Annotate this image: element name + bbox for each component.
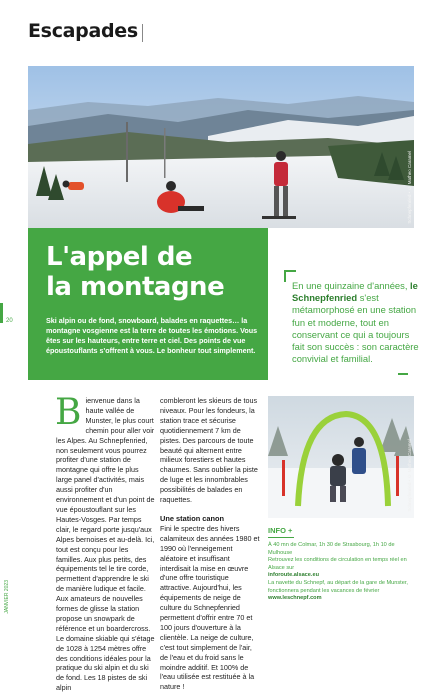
pull-quote [292, 280, 422, 365]
body-paragraph: ienvenue dans la haute vallée de Munster, le plus court chemin pour aller voir les Alpes. Au Schnepfenried, non seulement vous pourrez profiter d'une station de montagne qui offre le plus large panel d'activités, mais aussi profiter d'un environnement et d'un point de vue époustouflant sur les Hautes-Vosges. Par temps clair, le regard porte jusqu'aux Alpes bernoises et au-delà. Ici, tout est conçu pour les familles. Aux plus petits, des équipements tel le tire corde, permettent d'apprendre le ski de manière ludique et facile. Aux amateurs de nouvelles formes de glisse la station propose un snowpark de référence et un boardercross. [56, 396, 155, 633]
pull-quote-strong: le Schnepfenried [292, 280, 418, 304]
body-paragraph: combleront les skieurs de tous niveaux. Pour les fondeurs, la station trace et sécurise quotidiennement 7 km de pistes. Des parcours de toute beauté qui alternent entre milieux forestiers et hautes chaumes. Sans oublier la piste de luge et les innombrables possibilités de balades en raquettes. [160, 396, 258, 505]
pull-quote-part2: s'est métamorphosé en une station fun et moderne, tout en conservant ce qui a toujours fait son succès : son caractère convivial et familial. [292, 292, 419, 365]
instructor [352, 437, 366, 474]
article-title-line2: la montagne [46, 272, 225, 302]
article-lead: Ski alpin ou de fond, snowboard, balades en raquettes… la montagne vosgienne est la terre de toutes les émotions. Vous êtes sur les hauteurs, entre terre et ciel. Des points de vue époustouflants s'offrent à vous. Le bonheur tout simplement. [46, 316, 258, 355]
info-link-inforoute[interactable]: inforoute.alsace.eu [268, 572, 319, 579]
info-title: INFO + [268, 526, 293, 535]
info-line-shuttle: La navette du Schnepf, au départ de la gare de Munster, fonctionnera pendant les vacances de février [268, 579, 408, 594]
subheading: Une station canon [160, 513, 225, 523]
article-title [46, 242, 224, 302]
pull-quote-part1: En une quinzaine d'années, [292, 280, 411, 291]
page-number: 20 [6, 318, 13, 324]
info-text [268, 542, 416, 603]
section-title: Escapades [28, 20, 138, 42]
quote-bracket-bottom [398, 373, 408, 375]
slalom-photo-credit: Schnepfenried • © Matheo Caramel [407, 439, 412, 512]
drop-cap: B [55, 392, 82, 433]
title-divider [142, 24, 143, 42]
body-paragraph: Le domaine skiable qui s'étage de 1028 à 1254 mètres offre des conditions idéales pour la pratique du ski alpin et du ski de fond. Les 18 pistes de ski alpin [56, 633, 155, 693]
body-column-2 [160, 396, 260, 692]
issue-date: JANVIER 2023 [4, 580, 10, 614]
margin-marker [0, 303, 3, 323]
info-divider [268, 537, 294, 538]
intro-box [28, 228, 268, 380]
hero-photo [28, 66, 414, 228]
body-column-1 [55, 392, 156, 693]
slalom-photo-illustration [268, 396, 414, 518]
body-paragraph: Fini le spectre des hivers calamiteux des années 1980 et 1990 où l'enneigement aléatoire et insuffisant interdisait la mise en œuvre d'une offre touristique attractive. Aujourd'hui, les équipements de neige de culture du Schnepfenried permettent d'offrir entre 70 et 100 jours d'ouverture à la clientèle. La neige de culture, c'est tout simplement de l'air, de l'eau et du froid sans le moindre additif. Et 100% de l'eau utilisée est restituée à la nature ! [160, 523, 260, 692]
hero-photo-credit: Schnepfenried • © Matheo Caramel [407, 151, 412, 224]
info-link-website[interactable]: www.leschnepf.com [268, 595, 322, 602]
info-line-traffic: Retrouvez les conditions de circulation en temps réel en Alsace sur [268, 557, 407, 571]
article-title-line1: L'appel de [46, 242, 193, 272]
hero-photo-illustration [28, 66, 414, 228]
slalom-photo [268, 396, 414, 518]
info-line-access: À 40 mn de Colmar, 1h 30 de Strasbourg, 1h 10 de Mulhouse [268, 542, 395, 556]
